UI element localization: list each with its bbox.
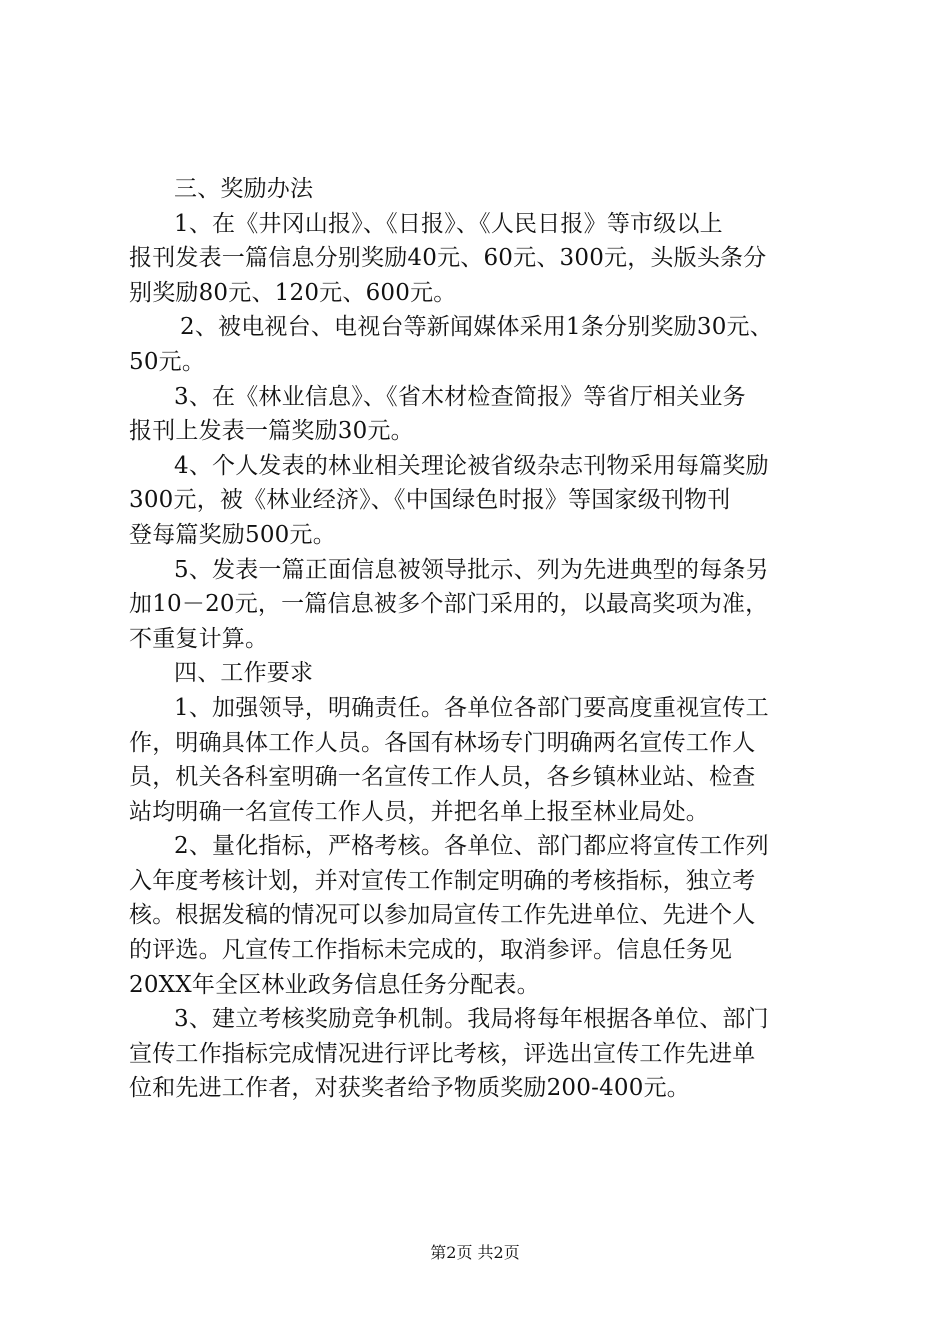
paragraph-line: 2、被电视台、电视台等新闻媒体采用1条分别奖励30元、	[180, 314, 773, 341]
paragraph-line: 3、在《林业信息》、《省木材检查简报》等省厅相关业务	[174, 383, 746, 410]
paragraph-line: 4、个人发表的林业相关理论被省级杂志刊物采用每篇奖励	[174, 452, 769, 479]
paragraph-line: 5、发表一篇正面信息被领导批示、列为先进典型的每条另	[174, 556, 769, 583]
paragraph-line: 入年度考核计划，并对宣传工作制定明确的考核指标，独立考	[129, 867, 756, 894]
page-number-footer: 第2页 共2页	[430, 1243, 520, 1262]
paragraph-line: 不重复计算。	[129, 625, 269, 652]
paragraph-line: 2、量化指标，严格考核。各单位、部门都应将宣传工作列	[174, 833, 769, 860]
paragraph-line: 3、建立考核奖励竞争机制。我局将每年根据各单位、部门	[174, 1006, 769, 1033]
paragraph-line: 别奖励80元、120元、600元。	[129, 279, 457, 306]
paragraph-line: 1、加强领导，明确责任。各单位各部门要高度重视宣传工	[174, 694, 769, 721]
paragraph-line: 站均明确一名宣传工作人员，并把名单上报至林业局处。	[129, 798, 709, 825]
paragraph-line: 核。根据发稿的情况可以参加局宣传工作先进单位、先进个人	[129, 902, 756, 929]
paragraph-line: 报刊发表一篇信息分别奖励40元、60元、300元，头版头条分	[129, 245, 767, 272]
paragraph-line: 1、在《井冈山报》、《日报》、《人民日报》等市级以上	[174, 210, 723, 237]
paragraph-line: 报刊上发表一篇奖励30元。	[129, 418, 414, 445]
paragraph-line: 20XX年全区林业政务信息任务分配表。	[129, 971, 540, 998]
paragraph-line: 位和先进工作者，对获奖者给予物质奖励200-400元。	[129, 1075, 690, 1102]
paragraph-line: 300元，被《林业经济》、《中国绿色时报》等国家级刊物刊	[129, 487, 731, 514]
paragraph-line: 50元。	[129, 348, 206, 375]
section-heading-rewards: 三、奖励办法	[174, 176, 314, 202]
document-body	[129, 172, 829, 1106]
paragraph-line: 宣传工作指标完成情况进行评比考核，评选出宣传工作先进单	[129, 1040, 756, 1067]
paragraph-line: 登每篇奖励500元。	[129, 521, 336, 548]
paragraph-line: 的评选。凡宣传工作指标未完成的，取消参评。信息任务见	[129, 937, 733, 964]
paragraph-line: 作，明确具体工作人员。各国有林场专门明确两名宣传工作人	[129, 729, 756, 756]
paragraph-line: 员，机关各科室明确一名宣传工作人员，各乡镇林业站、检查	[129, 764, 756, 791]
paragraph-line: 加10－20元，一篇信息被多个部门采用的，以最高奖项为准，	[129, 591, 769, 618]
section-heading-requirements: 四、工作要求	[174, 660, 314, 687]
